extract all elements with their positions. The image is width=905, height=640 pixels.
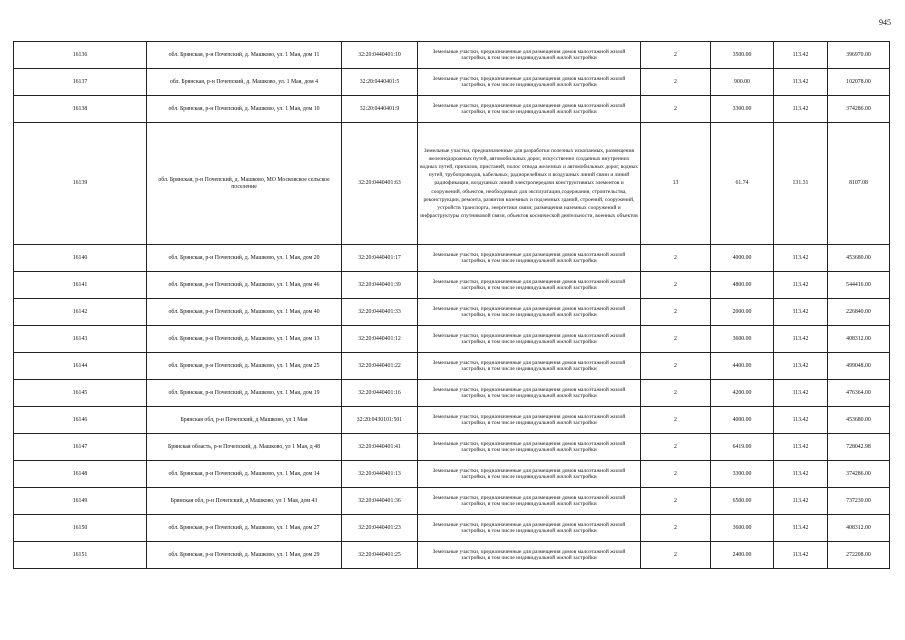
land-use-cell: Земельные участки, предназначенные для размещения домов малоэтажной жилой застройки, в том числе индивидуальной жилой застройки (418, 69, 641, 96)
cadastral-value-cell: 374286.00 (828, 461, 890, 488)
row-number-cell: 16137 (14, 69, 147, 96)
cadastral-number-cell: 32:20:0430101:501 (342, 407, 418, 434)
cadastral-value-cell: 453680.00 (828, 407, 890, 434)
address-cell: обл. Брянская, р-н Почепский, д. Машково, ул. 1 Мая, дом 25 (147, 353, 342, 380)
group-cell: 2 (641, 272, 711, 299)
cadastral-value-cell: 737230.00 (828, 488, 890, 515)
cadastral-number-cell: 32:20:0440401:16 (342, 380, 418, 407)
table-body (14, 42, 890, 569)
area-cell: 2000.00 (711, 299, 774, 326)
rate-cell: 113.42 (774, 245, 828, 272)
cadastral-number-cell: 32:20:0440401:39 (342, 272, 418, 299)
address-cell: обл. Брянская, р-н Почепский, д. Машково, ул. 1 Мая, дом 20 (147, 245, 342, 272)
area-cell: 4200.00 (711, 380, 774, 407)
table-row (14, 434, 890, 461)
cadastral-number-cell: 32:20:0440401:12 (342, 326, 418, 353)
rate-cell: 113.42 (774, 42, 828, 69)
rate-cell: 113.42 (774, 353, 828, 380)
cadastral-value-cell: 226840.00 (828, 299, 890, 326)
group-cell: 13 (641, 123, 711, 245)
group-cell: 2 (641, 353, 711, 380)
table-row (14, 488, 890, 515)
row-number-cell: 16149 (14, 488, 147, 515)
address-cell: Брянская обл, р-н Почепский, д Машково, ул 1 Мая, дом 43 (147, 488, 342, 515)
row-number-cell: 16151 (14, 542, 147, 569)
table-row (14, 542, 890, 569)
group-cell: 2 (641, 488, 711, 515)
rate-cell: 113.42 (774, 542, 828, 569)
cadastral-value-cell: 102078.00 (828, 69, 890, 96)
land-use-cell: Земельные участки, предназначенные для размещения домов малоэтажной жилой застройки, в том числе индивидуальной жилой застройки (418, 380, 641, 407)
area-cell: 6419.00 (711, 434, 774, 461)
address-cell: обл. Брянская, р-н Почепский, д. Машково, ул. 1 Мая, дом 11 (147, 42, 342, 69)
group-cell: 2 (641, 299, 711, 326)
address-cell: обл. Брянская, р-н Почепский, д. Машково, МО Московское сельское поселение (147, 123, 342, 245)
cadastral-number-cell: 32:20:0440401:25 (342, 542, 418, 569)
area-cell: 4800.00 (711, 272, 774, 299)
area-cell: 3300.00 (711, 461, 774, 488)
cadastral-number-cell: 32:20:0440401:36 (342, 488, 418, 515)
area-cell: 900.00 (711, 69, 774, 96)
area-cell: 6500.00 (711, 488, 774, 515)
rate-cell: 113.42 (774, 96, 828, 123)
address-cell: обл. Брянская, р-н Почепский, д. Машково, ул. 1 Мая, дом 14 (147, 461, 342, 488)
land-use-cell: Земельные участки, предназначенные для размещения домов малоэтажной жилой застройки, в том числе индивидуальной жилой застройки (418, 542, 641, 569)
row-number-cell: 16145 (14, 380, 147, 407)
row-number-cell: 16147 (14, 434, 147, 461)
row-number-cell: 16150 (14, 515, 147, 542)
group-cell: 2 (641, 69, 711, 96)
rate-cell: 113.42 (774, 488, 828, 515)
address-cell: обл. Брянская, р-н Почепский, д. Машково, ул. 1 Мая, дом 4 (147, 69, 342, 96)
cadastral-value-cell: 544416.00 (828, 272, 890, 299)
rate-cell: 113.42 (774, 380, 828, 407)
area-cell: 3600.00 (711, 326, 774, 353)
rate-cell: 113.42 (774, 272, 828, 299)
group-cell: 2 (641, 380, 711, 407)
address-cell: обл. Брянская, р-н Почепский, д. Машково, ул. 1 Мая, дом 27 (147, 515, 342, 542)
land-use-cell: Земельные участки, предназначенные для размещения домов малоэтажной жилой застройки, в том числе индивидуальной жилой застройки (418, 461, 641, 488)
land-use-cell: Земельные участки, предназначенные для размещения домов малоэтажной жилой застройки, в том числе индивидуальной жилой застройки (418, 326, 641, 353)
address-cell: Брянская обл, р-н Почепский, д Машково, ул 1 Мая (147, 407, 342, 434)
area-cell: 2400.00 (711, 542, 774, 569)
row-number-cell: 16138 (14, 96, 147, 123)
cadastral-number-cell: 32:20:0440401:5 (342, 69, 418, 96)
address-cell: обл. Брянская, р-н Почепский, д. Машково, ул. 1 Мая, дом 40 (147, 299, 342, 326)
land-registry-table (13, 41, 890, 569)
address-cell: обл. Брянская, р-н Почепский, д. Машково, ул. 1 Мая, дом 19 (147, 380, 342, 407)
cadastral-value-cell: 396970.00 (828, 42, 890, 69)
land-use-cell: Земельные участки, предназначенные для размещения домов малоэтажной жилой застройки, в том числе индивидуальной жилой застройки (418, 434, 641, 461)
area-cell: 3300.00 (711, 96, 774, 123)
area-cell: 4000.00 (711, 245, 774, 272)
address-cell: обл. Брянская, р-н Почепский, д. Машково, ул. 1 Мая, дом 46 (147, 272, 342, 299)
area-cell: 4000.00 (711, 407, 774, 434)
land-use-cell: Земельные участки, предназначенные для размещения домов малоэтажной жилой застройки, в том числе индивидуальной жилой застройки (418, 272, 641, 299)
cadastral-number-cell: 32:20:0440401:63 (342, 123, 418, 245)
rate-cell: 113.42 (774, 407, 828, 434)
row-number-cell: 16146 (14, 407, 147, 434)
area-cell: 3500.00 (711, 42, 774, 69)
page-number: 945 (879, 18, 891, 27)
table-row (14, 461, 890, 488)
cadastral-number-cell: 32:20:0440401:41 (342, 434, 418, 461)
rate-cell: 113.42 (774, 434, 828, 461)
address-cell: обл. Брянская, р-н Почепский, д. Машково, ул. 1 Мая, дом 13 (147, 326, 342, 353)
row-number-cell: 16141 (14, 272, 147, 299)
group-cell: 2 (641, 515, 711, 542)
group-cell: 2 (641, 96, 711, 123)
cadastral-value-cell: 8107.08 (828, 123, 890, 245)
row-number-cell: 16143 (14, 326, 147, 353)
table-row (14, 326, 890, 353)
row-number-cell: 16148 (14, 461, 147, 488)
rate-cell: 113.42 (774, 326, 828, 353)
cadastral-value-cell: 272208.00 (828, 542, 890, 569)
cadastral-number-cell: 32:20:0440401:13 (342, 461, 418, 488)
rate-cell: 113.42 (774, 69, 828, 96)
cadastral-number-cell: 32:20:0440401:17 (342, 245, 418, 272)
cadastral-number-cell: 32:20:0440401:10 (342, 42, 418, 69)
rate-cell: 113.42 (774, 515, 828, 542)
group-cell: 2 (641, 326, 711, 353)
table-row (14, 96, 890, 123)
address-cell: Брянская область, р-н Почепский, д. Машково, ул 1 Мая, д 48 (147, 434, 342, 461)
area-cell: 3600.00 (711, 515, 774, 542)
land-use-cell: Земельные участки, предназначенные для размещения домов малоэтажной жилой застройки, в том числе индивидуальной жилой застройки (418, 488, 641, 515)
land-use-cell: Земельные участки, предназначенные для размещения домов малоэтажной жилой застройки, в том числе индивидуальной жилой застройки (418, 245, 641, 272)
cadastral-number-cell: 32:20:0440401:33 (342, 299, 418, 326)
group-cell: 2 (641, 245, 711, 272)
land-use-cell: Земельные участки, предназначенные для размещения домов малоэтажной жилой застройки, в том числе индивидуальной жилой застройки (418, 515, 641, 542)
group-cell: 2 (641, 434, 711, 461)
cadastral-value-cell: 453680.00 (828, 245, 890, 272)
land-use-cell: Земельные участки, предназначенные для разработки полезных ископаемых, размещения железнодорожных путей, автомобильных дорог, искусственно созданных внутренних водных путей, причалов, пристаней, полос отвода железных и автомобильных дорог, водных путей, трубопроводов, кабельных, радиорелейных и воздушных линий связи и линий радиофикации, воздушных линий электропередачи конструктивных элементов и сооружений, объектов, необходимых для эксплуатации,содержания, строительства, реконструкции, ремонта, развития наземных и подземных зданий, строений, сооружений, устройств транспорта, энергетики связи; размещения наземных сооружений и инфраструктуры спутниковой связи, объектов космической деятельности, военных объектов (418, 123, 641, 245)
cadastral-number-cell: 32:20:0440401:23 (342, 515, 418, 542)
table-row (14, 272, 890, 299)
group-cell: 2 (641, 542, 711, 569)
group-cell: 2 (641, 407, 711, 434)
table-row (14, 515, 890, 542)
rate-cell: 113.42 (774, 461, 828, 488)
rate-cell: 131.31 (774, 123, 828, 245)
area-cell: 4400.00 (711, 353, 774, 380)
land-use-cell: Земельные участки, предназначенные для размещения домов малоэтажной жилой застройки, в том числе индивидуальной жилой застройки (418, 353, 641, 380)
cadastral-number-cell: 32:20:0440401:22 (342, 353, 418, 380)
land-use-cell: Земельные участки, предназначенные для размещения домов малоэтажной жилой застройки, в том числе индивидуальной жилой застройки (418, 299, 641, 326)
group-cell: 2 (641, 42, 711, 69)
cadastral-value-cell: 408312.00 (828, 515, 890, 542)
area-cell: 61.74 (711, 123, 774, 245)
cadastral-value-cell: 476364.00 (828, 380, 890, 407)
table-row (14, 407, 890, 434)
land-use-cell: Земельные участки, предназначенные для размещения домов малоэтажной жилой застройки, в том числе индивидуальной жилой застройки (418, 96, 641, 123)
row-number-cell: 16140 (14, 245, 147, 272)
cadastral-value-cell: 374286.00 (828, 96, 890, 123)
cadastral-number-cell: 32:20:0440401:9 (342, 96, 418, 123)
table-row (14, 42, 890, 69)
table-row (14, 245, 890, 272)
address-cell: обл. Брянская, р-н Почепский, д. Машково, ул. 1 Мая, дом 10 (147, 96, 342, 123)
address-cell: обл. Брянская, р-н Почепский, д. Машково, ул. 1 Мая, дом 29 (147, 542, 342, 569)
group-cell: 2 (641, 461, 711, 488)
table-row (14, 353, 890, 380)
table-row (14, 69, 890, 96)
table-row (14, 299, 890, 326)
cadastral-value-cell: 499048.00 (828, 353, 890, 380)
cadastral-value-cell: 408312.00 (828, 326, 890, 353)
row-number-cell: 16139 (14, 123, 147, 245)
table-row (14, 123, 890, 245)
row-number-cell: 16142 (14, 299, 147, 326)
row-number-cell: 16144 (14, 353, 147, 380)
land-use-cell: Земельные участки, предназначенные для размещения домов малоэтажной жилой застройки, в том числе индивидуальной жилой застройки (418, 407, 641, 434)
row-number-cell: 16136 (14, 42, 147, 69)
land-use-cell: Земельные участки, предназначенные для размещения домов малоэтажной жилой застройки, в том числе индивидуальной жилой застройки (418, 42, 641, 69)
cadastral-value-cell: 728042.98 (828, 434, 890, 461)
table-row (14, 380, 890, 407)
rate-cell: 113.42 (774, 299, 828, 326)
